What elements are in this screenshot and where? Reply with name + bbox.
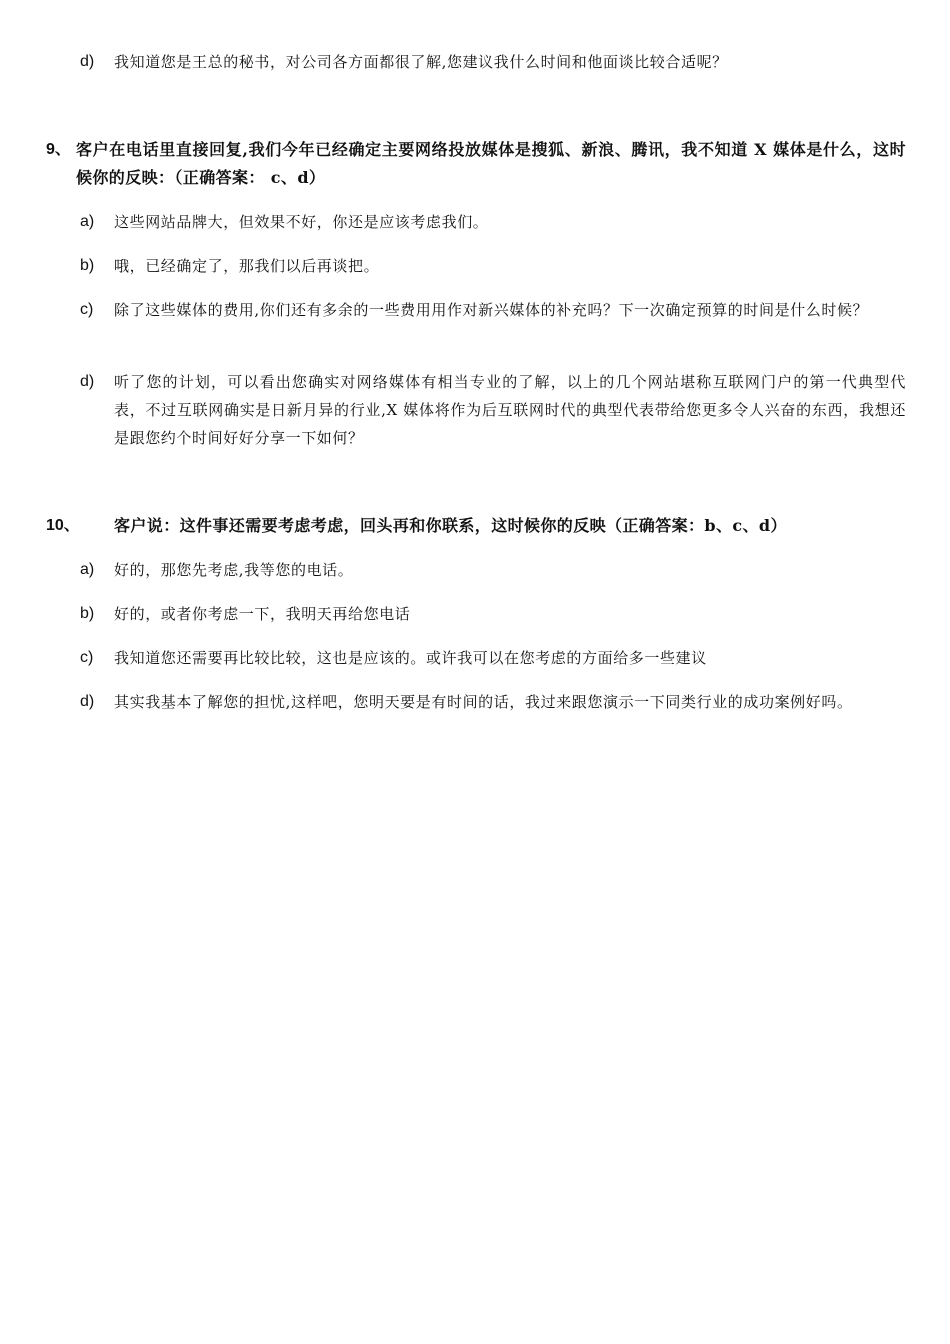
option-letter: b) bbox=[80, 257, 95, 274]
option-text: 听了您的计划，可以看出您确实对网络媒体有相当专业的了解，以上的几个网站堪称互联网门户的第一代典型代表，不过互联网确实是日新月异的行业,X 媒体将作为后互联网时代的典型代表带给您更多令人兴奋的东西，我想还是跟您约个时间好好分享一下如何？ bbox=[114, 373, 906, 447]
option-letter: d) bbox=[80, 53, 95, 70]
option-letter: d) bbox=[80, 373, 95, 390]
option-text: 这些网站品牌大，但效果不好，你还是应该考虑我们。 bbox=[114, 213, 489, 231]
question-number: 9、 bbox=[46, 141, 71, 158]
option-letter: a) bbox=[80, 213, 95, 230]
option-letter: c) bbox=[80, 301, 94, 318]
question-text: 客户说：这件事还需要考虑考虑，回头再和你联系，这时候你的反映（正确答案：b、c、d） bbox=[114, 516, 787, 535]
option-text: 其实我基本了解您的担忧,这样吧，您明天要是有时间的话，我过来跟您演示一下同类行业的成功案例好吗。 bbox=[114, 693, 853, 711]
option-letter: b) bbox=[80, 605, 95, 622]
option-text: 好的，或者你考虑一下，我明天再给您电话 bbox=[114, 605, 411, 623]
question-number: 10、 bbox=[46, 517, 80, 534]
option-letter: c) bbox=[80, 649, 94, 666]
option-letter: d) bbox=[80, 693, 95, 710]
option-text: 好的，那您先考虑,我等您的电话。 bbox=[114, 561, 354, 579]
option-letter: a) bbox=[80, 561, 95, 578]
option-text: 哦，已经确定了，那我们以后再谈把。 bbox=[114, 257, 380, 275]
question-text: 客户在电话里直接回复,我们今年已经确定主要网络投放媒体是搜狐、新浪、腾讯，我不知道 X 媒体是什么，这时候你的反映：（正确答案： c、d） bbox=[76, 140, 906, 187]
option-text: 除了这些媒体的费用,你们还有多余的一些费用用作对新兴媒体的补充吗？下一次确定预算的时间是什么时候？ bbox=[114, 301, 869, 319]
option-text: 我知道您是王总的秘书，对公司各方面都很了解,您建议我什么时间和他面谈比较合适呢？ bbox=[114, 53, 728, 71]
option-text: 我知道您还需要再比较比较，这也是应该的。或许我可以在您考虑的方面给多一些建议 bbox=[114, 649, 707, 667]
